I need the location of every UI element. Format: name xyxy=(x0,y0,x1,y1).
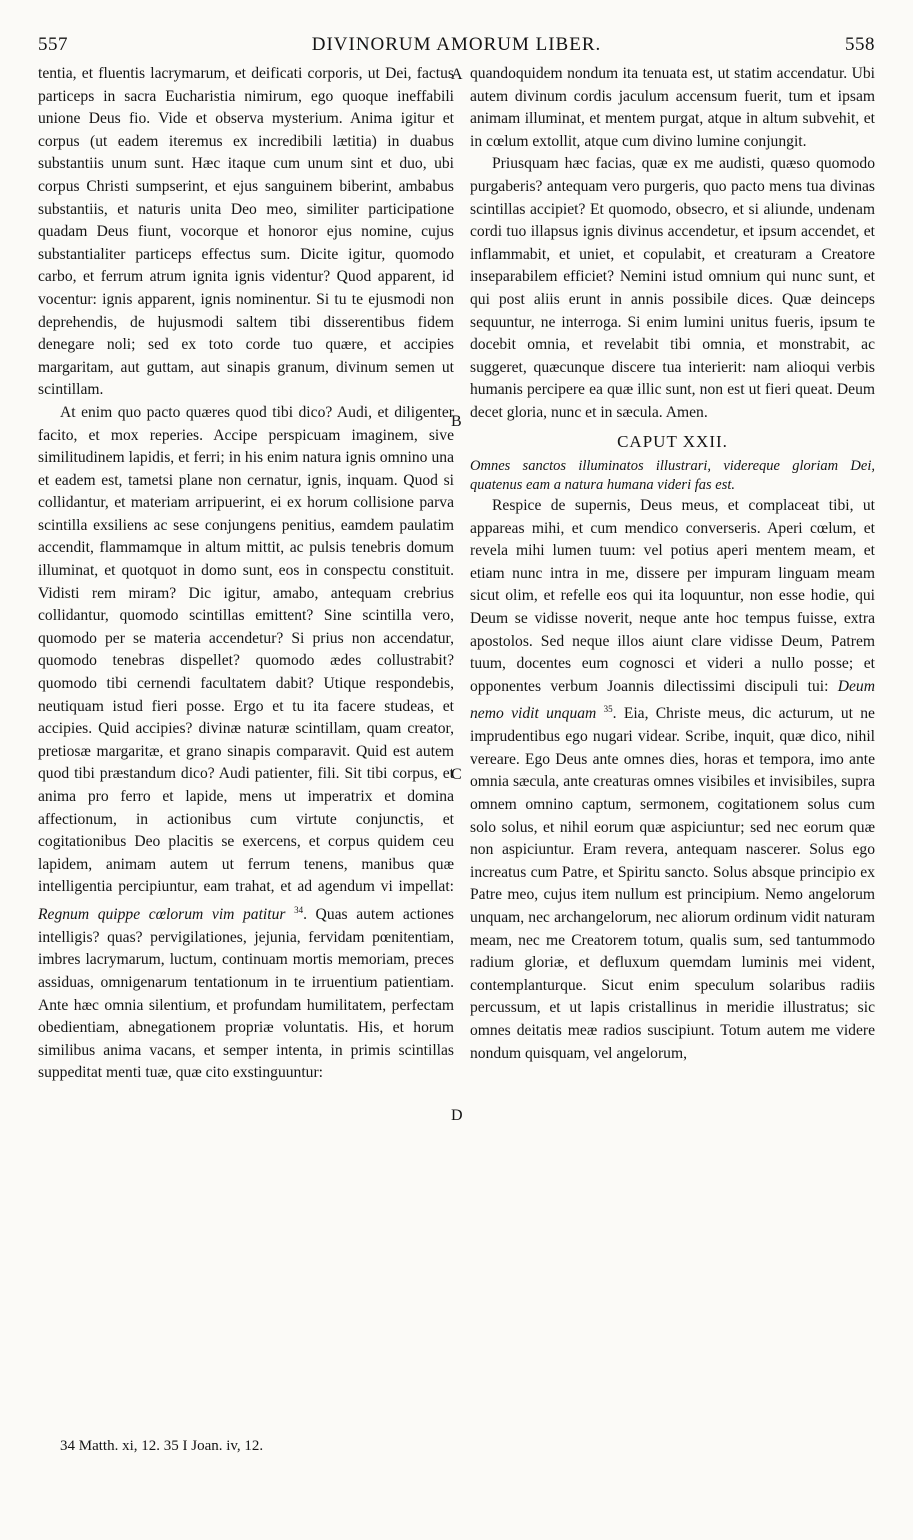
left-paragraph-2-end: . Quas autem actiones intelligis? quas? pervigilationes, jejunia, fervidam pœnitentiam, imbres lacrymarum, luctum, continuam mortis memoriam, preces assiduas, omnigenarum tentationum in te irruentium patientiam. Ante hæc omnia silentium, et profundam humilitatem, perfectam obedientiam, abnegationem propriæ voluntatis. His, et horum similibus anima vacans, et semper intenta, in primis scintillas suppeditat menti tuæ, quæ cito exstinguuntur: xyxy=(38,906,454,1082)
scripture-quote-regnum: Regnum quippe cœlorum vim patitur xyxy=(38,906,286,924)
right-paragraph-3 xyxy=(470,495,875,1065)
left-paragraph-2 xyxy=(38,402,454,1085)
margin-marker-a: A xyxy=(451,66,463,83)
footnote-ref-35: 35 xyxy=(603,704,613,715)
right-paragraph-2: Priusquam hæc facias, quæ ex me audisti, quæso quomodo purgaberis? antequam vero purgeris, quo pacto mens tua divinas scintillas accipiet? Et quomodo, obsecro, et si aliunde, undenam cordi tuo illapsus ignis divinus accendetur, et ipsum accendet, et inflammabit, et uniet, et copulabit, et creaturam a Creatore inseparabilem efficiet? Nemini istud omnium qui nunc sunt, et qui post aliis erunt in annis possibile dices. Quæ deinceps sequuntur, ne interroga. Si enim lumini unitus fueris, ipsum te docebit omnia, et revelabit tibi omnia, et monstrabit, ac suggeret, quæcunque discere tua interierit: nam alioqui verbis humanis percipere ea quæ illic sunt, non est ut fieri queat. Deum decet gloria, nunc et in sæcula. Amen. xyxy=(470,155,875,421)
left-paragraph-1: tentia, et fluentis lacrymarum, et deificati corporis, ut Dei, factus particeps in sacra Eucharistia nimirum, ego quoque ineffabili unione Deus fio. Vide et observa mysterium. Anima igitur et corpus (ut eadem iteremus ex incredibili lætitia) in duabus substantiis unum sunt. Hæc itaque cum unum sint et duo, ubi corpus Christi sumpserint, et ejus sanguinem biberint, ambabus substantiis, et naturis unita Deo meo, similiter participatione quadam Deus fiunt, vocorque et honoror ejus nomine, cujus substantialiter particeps effectus sum. Dicite igitur, quomodo carbo, et ferrum atrum ignita ignis videntur? Quod apparent, id vocentur: ignis apparent, ignis nominentur. Si tu te ejusmodi non deprehendis, de hujusmodi saltem tibi disserentibus fidem denegare noli; sed ex toto corde tuo quære, et accipies margaritam, aut guttam, aut sinapis granum, divinum semen ut scintillam. xyxy=(38,65,454,399)
chapter-title: CAPUT XXII. xyxy=(617,431,728,451)
chapter-summary: Omnes sanctos illuminatos illustrari, videreque gloriam Dei, quatenus eam a natura humana videri fas est. xyxy=(470,458,875,494)
margin-marker-c: C xyxy=(451,766,462,783)
right-paragraph-3-text: Respice de supernis, Deus meus, et complaceat tibi, ut appareas mihi, et cum mendico converseris. Aperi cœlum, et revela mihi lumen tuum: vel potius aperi mentem meam, et etiam nunc intra in me, dissere per impuram linguam meam sicut olim, et refelle eos qui ita loquuntur, non esse hodie, qui Deum se vidisse noverit, neque ante hoc tempus fuisse, extra apostolos. Sed neque illos aiunt clare vidisse Deum, Patrem tuum, docentes eum cognosci et videri a nullo posse; et opponentes verbum Joannis dilectissimi discipuli tui: xyxy=(470,497,875,695)
right-paragraph-1: quandoquidem nondum ita tenuata est, ut statim accendatur. Ubi autem divinum cordis jaculum accensum fuerit, tum et ipsam animam illuminat, et mentem purgat, atque in altum subvehit, et in cœlum extollit, atque cum divino lumine conjungit. xyxy=(470,65,875,150)
footnote-ref-34: 34 xyxy=(294,904,304,915)
scripture-quote-deum: Deum nemo vidit unquam xyxy=(470,677,875,723)
page-number-right: 558 xyxy=(845,34,875,55)
margin-marker-b: B xyxy=(451,413,462,430)
left-paragraph-2-text: At enim quo pacto quæres quod tibi dico? Audi, et diligenter facito, et mox reperies. Accipe perspicuam imaginem, sive similitudinem lapidis, et ferri; in his enim natura ignis omnino una et eadem est, tametsi plane non cernatur, ignis, inquam. Quod si collidantur, et materiam arripuerint, ei ex horum collisione parva scintilla exsiliens ac sese conjungens penitius, eamdem paulatim accendit, flammamque in altum mittit, ac pulsis tenebris domum illuminat, et quotquot in domo sunt, eos in conspectu constituit. Vidisti rem miram? Dic igitur, amabo, antequam crebrius collidantur, quomodo scintillas emittent? Sine scintilla vero, quomodo per se materia accendetur? Si prius non accendatur, quomodo tenebras dispellet? quomodo ædes collustrabit? quomodo tibi cernendi facultatem dabit? Utique respondebis, neutiquam istud fieri posse. Ergo et tu ita facere studeas, et accipies. Quid accipies? divinæ naturæ scintillam, quam creator, pretiosæ margaritæ, et grano sinapis comparavit. Quid est autem quod tibi præstandum dico? Audi patienter, fili. Sit tibi corpus, et anima pro ferro et lapide, mens ut imperatrix et domina affectionum, in actionibus cum virtute conjunctis, et cogitationibus Deo placitis se exercens, et corpus quidem ceu lapidem, animam autem ut ferrum tenens, manibus quæ intelligentia percipiuntur, eam trahat, et ad agendum vi impellat: xyxy=(38,403,454,896)
left-column xyxy=(38,63,454,1085)
right-column xyxy=(470,63,875,1065)
running-title: DIVINORUM AMORUM LIBER. xyxy=(311,34,602,55)
margin-marker-d: D xyxy=(451,1107,463,1124)
footnotes: 34 Matth. xi, 12. 35 I Joan. iv, 12. xyxy=(60,1438,264,1454)
page-number-left: 557 xyxy=(38,34,68,55)
running-header xyxy=(38,34,875,60)
right-paragraph-3-end: . Eia, Christe meus, dic acturum, ut ne imprudentibus ego nugari videar. Scribe, inquit, quæ dico, nihil vereare. Ego Deus ante omnes dies, horas et tempora, imo ante omnia sæcula, ante creaturas omnes visibiles et invisibiles, supra omnem omnino captum, sermonem, cogitationem solus cum solo solus, et nihil eorum quæ aspiciuntur; sed nec eorum quæ non aspiciuntur. Eram revera, antequam nascerer. Solus ego increatus cum Patre, et Spiritu sancto. Solus absque principio ex Patre meo, cujus item nullum est principium. Nemo angelorum unquam, nec archangelorum, nec aliorum ordinum vidit naturam meam, nec me Creatorem totum, qualis sum, sed tantummodo radium gloriæ, et defluxum quemdam luminis mei vident, contemplanturque. Sicut enim speculum solaribus radiis percussum, et ut lapis cristallinus in meridie illustratus; sic omnes deitatis meæ radios suscipiunt. Totum autem me videre nondum quisquam, vel angelorum, xyxy=(470,705,875,1062)
